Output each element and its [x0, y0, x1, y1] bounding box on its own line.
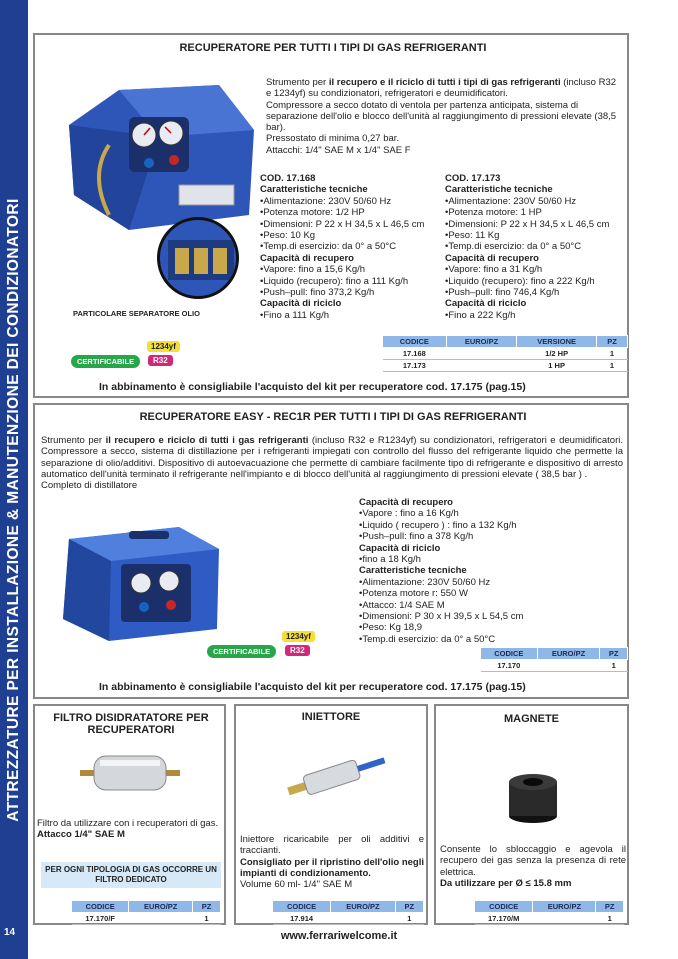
badge-certificabile: CERTIFICABILE — [207, 645, 276, 658]
price-table: CODICE EURO/PZ PZ 17.170 1 — [480, 647, 628, 672]
spec-easy: Capacità di recupero • Vapore : fino a 16 Kg/h • Liquido ( recupero ) : fino a 132 Kg/h • Push–pull: fino a 378 Kg/h Capacità di riciclo • fino a 18 Kg/h Caratteristiche tecniche • Alimentazione: 230V 50/60 Hz • Potenza motore r: 550 W • Attacco: 1/4 SAE M • Dimensioni: P 30 x H 39,5 x L 54,5 cm • Peso: Kg 18,9 • Temp.di esercizio: da 0° a 50°C — [359, 497, 523, 645]
product-description: Strumento per il recupero e il riciclo di tutti i tipi di gas refrigeranti (incluso R32 e 1234yf) su condizionatori, refrigeratori e deumidificatori. Compressore a secco dotato di ventola per partenza anticipata, sistema di separazione dell'olio e blocco dell'unità al raggiungimento di pressioni elevate (38,5 bar). Pressostato di minima 0,27 bar. Attacchi: 1/4" SAE M x 1/4" SAE F — [266, 77, 617, 156]
spec-col-17168: COD. 17.168 Caratteristiche tecniche • Alimentazione: 230V 50/60 Hz • Potenza motore: 1/2 HP • Dimensioni: P 22 x H 34,5 x L 46,5 cm • Peso: 10 Kg • Temp.di esercizio: da 0° a 50°C Capacità di recupero • Vapore: fino a 15,6 Kg/h • Liquido (recupero): fino a 111 Kg/h • Push–pull: fino 373,2 Kg/h Capacità di riciclo • Fino a 111 Kg/h — [260, 173, 424, 321]
magnet-image — [504, 768, 562, 826]
filter-notice: PER OGNI TIPOLOGIA DI GAS OCCORRE UN FILTRO DEDICATO — [41, 862, 221, 888]
product-title: RECUPERATORE EASY - REC1R PER TUTTI I TIPI DI GAS REFRIGERANTI — [139, 411, 527, 423]
product-description: Strumento per il recupero e riciclo di tutti i gas refrigeranti (incluso R32 e R1234yf) su condizionatori, refrigeratori e deumidificatori. Compressore a secco, sistema di distillazione per i refrigeranti impiegati con controllo del flusso del refrigerante liquido che permette la separazione di olio/additivi. Dispositivo di autoevacuazione che permette di cambiare facilmente tipo di refrigerante e dispositivo di arresto automatico dell'unità terminato il refrigerante nell'impianto e di blocco dell'unità al raggiungimento di pressioni elevate ( 38,5 bar ) . Completo di distillatore — [41, 435, 623, 492]
price-table: CODICE EURO/PZ PZ 17.170/M 1 — [474, 900, 624, 925]
product-filter-box — [33, 704, 226, 925]
badge-1234yf: 1234yf — [147, 341, 180, 352]
product-easy-box — [33, 403, 629, 699]
recovery-unit-image — [49, 75, 279, 235]
price-table: CODICE EURO/PZ PZ 17.914 1 — [272, 900, 424, 925]
injector-image — [281, 751, 391, 801]
product-title: RECUPERATORE PER TUTTI I TIPI DI GAS REFRIGERANTI — [179, 42, 487, 54]
filter-image — [80, 748, 180, 798]
oil-separator-detail — [157, 217, 239, 299]
product-injector-box — [234, 704, 428, 925]
table-row: 17.170 1 — [481, 660, 628, 672]
product-title: INIETTORE — [301, 711, 361, 723]
badge-r32: R32 — [148, 355, 173, 366]
kit-recommendation: In abbinamento è consigliabile l'acquisto del kit per recuperatore cod. 17.175 (pag.15) — [99, 381, 526, 393]
product-description: Iniettore ricaricabile per oli additivi e traccianti. Consigliato per il ripristino dell'olio negli impianti di condizionamento. Volume 60 ml- 1/4" SAE M — [240, 834, 424, 891]
table-row: 17.170/F 1 — [72, 913, 221, 925]
recovery-unit-easy-image — [49, 519, 229, 644]
spec-col-17173: COD. 17.173 Caratteristiche tecniche • Alimentazione: 230V 50/60 Hz • Potenza motore: 1 HP • Dimensioni: P 22 x H 34,5 x L 46,5 cm • Peso: 11 Kg • Temp.di esercizio: da 0° a 50°C Capacità di recupero • Vapore: fino a 31 Kg/h • Liquido (recupero): fino a 222 Kg/h • Push–pull: fino 746,4 Kg/h Capacità di riciclo • Fino a 222 Kg/h — [445, 173, 609, 321]
badge-certificabile: CERTIFICABILE — [71, 355, 140, 368]
badge-r32: R32 — [285, 645, 310, 656]
side-bar — [0, 0, 28, 959]
page-number: 14 — [4, 927, 16, 938]
table-row: 17.173 1 HP 1 — [383, 360, 628, 372]
table-row: 17.914 1 — [273, 913, 424, 925]
product-description: Consente lo sbloccaggio e agevola il recupero dei gas senza la presenza di rete elettrica. Da utilizzare per Ø ≤ 15.8 mm — [440, 844, 626, 889]
product-description: Filtro da utilizzare con i recuperatori di gas. Attacco 1/4" SAE M — [37, 818, 219, 841]
badge-1234yf: 1234yf — [282, 631, 315, 642]
price-table: CODICE EURO/PZ PZ 17.170/F 1 — [71, 900, 221, 925]
website-link[interactable]: www.ferrariwelcome.it — [280, 930, 398, 942]
sidebar-title: ATTREZZATURE PER INSTALLAZIONE & MANUTENZIONE DEI CONDIZIONATORI — [5, 198, 22, 822]
product-title: MAGNETE — [504, 713, 559, 725]
kit-recommendation: In abbinamento è consigliabile l'acquisto del kit per recuperatore cod. 17.175 (pag.15) — [99, 681, 526, 693]
oil-separator-label: PARTICOLARE SEPARATORE OLIO — [73, 309, 200, 318]
product-title: FILTRO DISIDRATATORE PER RECUPERATORI — [53, 712, 209, 736]
table-row: 17.170/M 1 — [475, 913, 624, 925]
product-recuperatore-box — [33, 33, 629, 398]
table-row: 17.168 1/2 HP 1 — [383, 348, 628, 360]
price-table: CODICE EURO/PZ VERSIONE PZ 17.168 1/2 HP 1 17.173 1 HP 1 — [382, 335, 628, 372]
product-magnet-box — [434, 704, 629, 925]
